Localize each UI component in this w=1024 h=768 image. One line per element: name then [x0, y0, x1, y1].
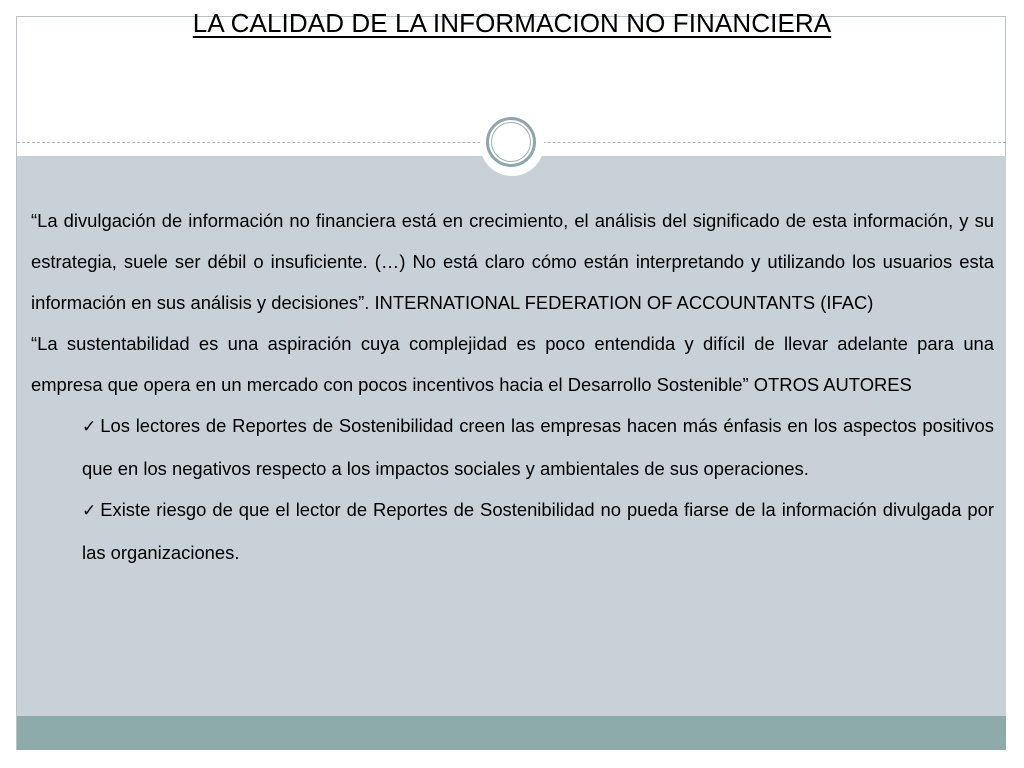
page-title	[0, 6, 1024, 40]
list-item	[31, 489, 994, 573]
check-icon: ✓	[82, 501, 97, 521]
quote-otros-autores: “La sustentabilidad es una aspiración cuya complejidad es poco entendida y difícil de llevar adelante para una empresa que opera en un mercado con pocos incentivos hacia el Desarrollo Sostenible” OTROS AUTORES	[31, 333, 994, 395]
bullet-list	[31, 405, 994, 573]
bullet-text: Existe riesgo de que el lector de Reportes de Sostenibilidad no pueda fiarse de la información divulgada por las organizaciones.	[82, 499, 994, 563]
title-text: LA CALIDAD DE LA INFORMACION NO FINANCIERA	[192, 8, 832, 38]
body-text	[31, 200, 994, 573]
quote-ifac: “La divulgación de información no financiera está en crecimiento, el análisis del significado de esta información, y su estrategia, suele ser débil o insuficiente. (…) No está claro cómo están interpretando y utilizando los usuarios esta información en sus análisis y decisiones”. INTERNATIONAL FEDERATION OF ACCOUNTANTS (IFAC)	[31, 210, 994, 313]
list-item	[31, 405, 994, 489]
ornament-inner-ring	[491, 122, 531, 162]
bottom-band	[17, 716, 1006, 750]
bullet-text: Los lectores de Reportes de Sostenibilidad creen las empresas hacen más énfasis en los aspectos positivos que en los negativos respecto a los impactos sociales y ambientales de sus operaciones.	[82, 415, 994, 479]
check-icon: ✓	[82, 417, 97, 437]
